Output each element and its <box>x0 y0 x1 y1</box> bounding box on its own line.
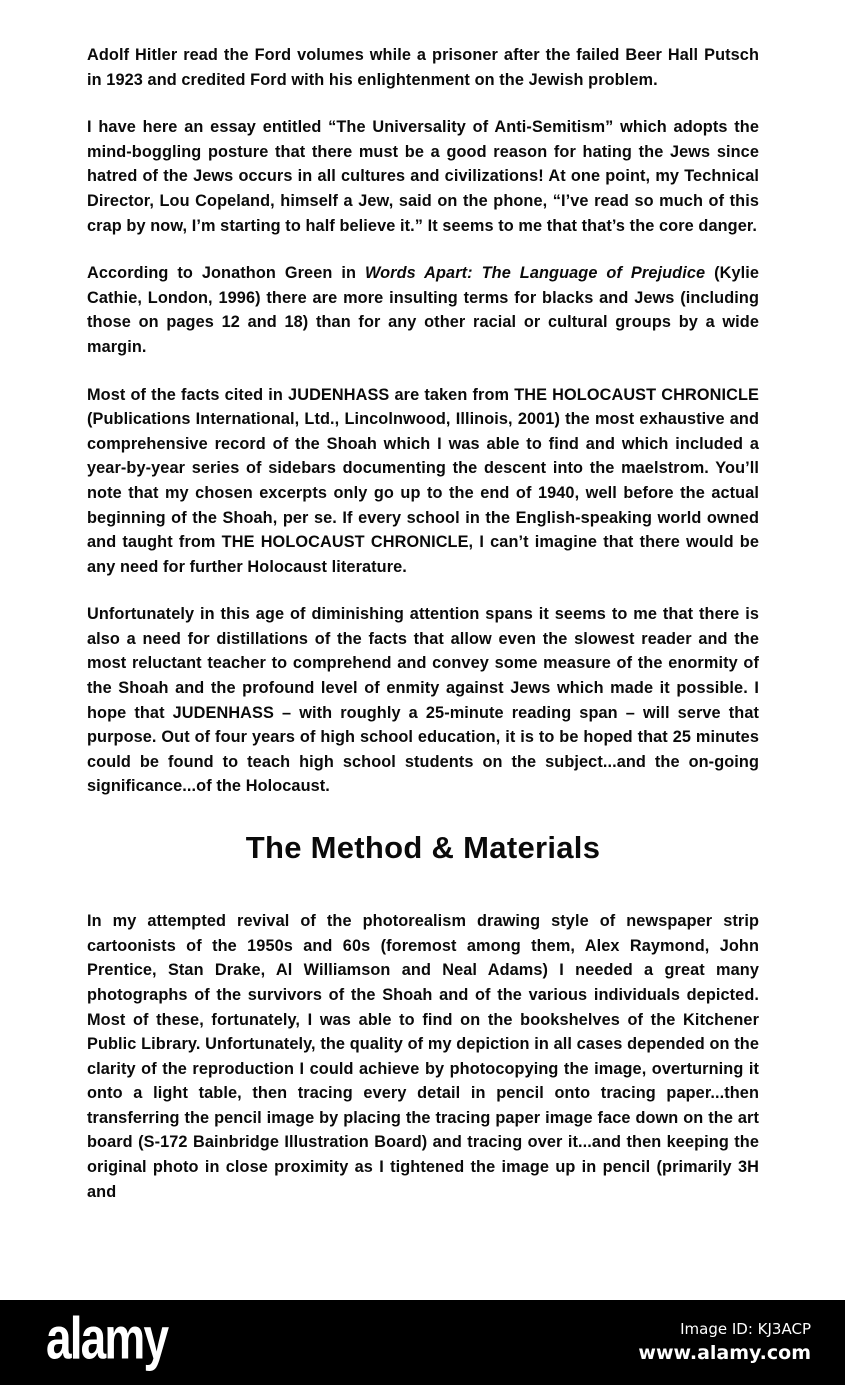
paragraph-text-pre: According to Jonathon Green in <box>87 264 365 283</box>
alamy-url: www.alamy.com <box>638 1341 811 1364</box>
section-heading: The Method & Materials <box>245 830 601 866</box>
paragraph-method: In my attempted revival of the photorealism drawing style of newspaper strip cartoonists of the 1950s and 60s (foremost among them, Alex Raymond, John Prentice, Stan Drake, Al Williamson and Neal Adams) I needed a great many photographs of the survivors of the Shoah and of the various individuals depicted. Most of these, fortunately, I was able to find on the bookshelves of the Kitchener Public Library. Unfortunately, the quality of my depiction in all cases depended on the clarity of the reproduction I could achieve by photocopying the image, overturning it onto a light table, then tracing every detail in pencil onto tracing paper...then transferring the pencil image by placing the tracing paper image face down on the art board (S-172 Bainbridge Illustration Board) and tracing over it...and then keeping the original photo in close proximity as I tightened the image up in pencil (primarily 3H and <box>87 912 759 1201</box>
text-column <box>87 43 759 1204</box>
paragraph-jonathon-green <box>87 261 759 359</box>
paragraph-text-post: (Kylie Cathie, London, 1996) there are more insulting terms for blacks and Jews (including those on pages 12 and 18) than for any other racial or cultural groups by a wide margin. <box>87 264 760 356</box>
paragraph-holocaust-chronicle: Most of the facts cited in JUDENHASS are taken from THE HOLOCAUST CHRONICLE (Publications International, Ltd., Lincolnwood, Illinois, 2001) the most exhaustive and comprehensive record of the Shoah which I was able to find and which included a year-by-year series of sidebars documenting the descent into the maelstrom. You’ll note that my chosen excerpts only go up to the end of 1940, well before the actual beginning of the Shoah, per se. If every school in the English-speaking world owned and taught from THE HOLOCAUST CHRONICLE, I can’t imagine that there would be any need for further Holocaust literature. <box>87 385 759 576</box>
alamy-logo: alamy <box>46 1304 168 1371</box>
image-id-label: Image ID: KJ3ACP <box>680 1319 811 1338</box>
book-title: Words Apart: The Language of Prejudice <box>364 264 706 283</box>
paragraph-essay: I have here an essay entitled “The Universality of Anti-Semitism” which adopts the mind-boggling posture that there must be a good reason for hating the Jews since hatred of the Jews occurs in all cultures and civilizations! At one point, my Technical Director, Lou Copeland, himself a Jew, said on the phone, “I’ve read so much of this crap by now, I’m starting to half believe it.” It seems to me that that’s the core danger. <box>87 118 759 235</box>
alamy-watermark-bar <box>0 1300 845 1385</box>
footer-meta <box>638 1320 811 1366</box>
paragraph-adolf-hitler: Adolf Hitler read the Ford volumes while a prisoner after the failed Beer Hall Putsch in 1923 and credited Ford with his enlightenment on the Jewish problem. <box>87 46 759 89</box>
paragraph-attention-spans: Unfortunately in this age of diminishing attention spans it seems to me that there is also a need for distillations of the facts that allow even the slowest reader and the most reluctant teacher to comprehend and convey some measure of the enormity of the Shoah and the profound level of enmity against Jews which made it possible. I hope that JUDENHASS – with roughly a 25-minute reading span – will serve that purpose. Out of four years of high school education, it is to be hoped that 25 minutes could be found to teach high school students on the subject...and the on-going significance...of the Holocaust. <box>87 605 759 796</box>
